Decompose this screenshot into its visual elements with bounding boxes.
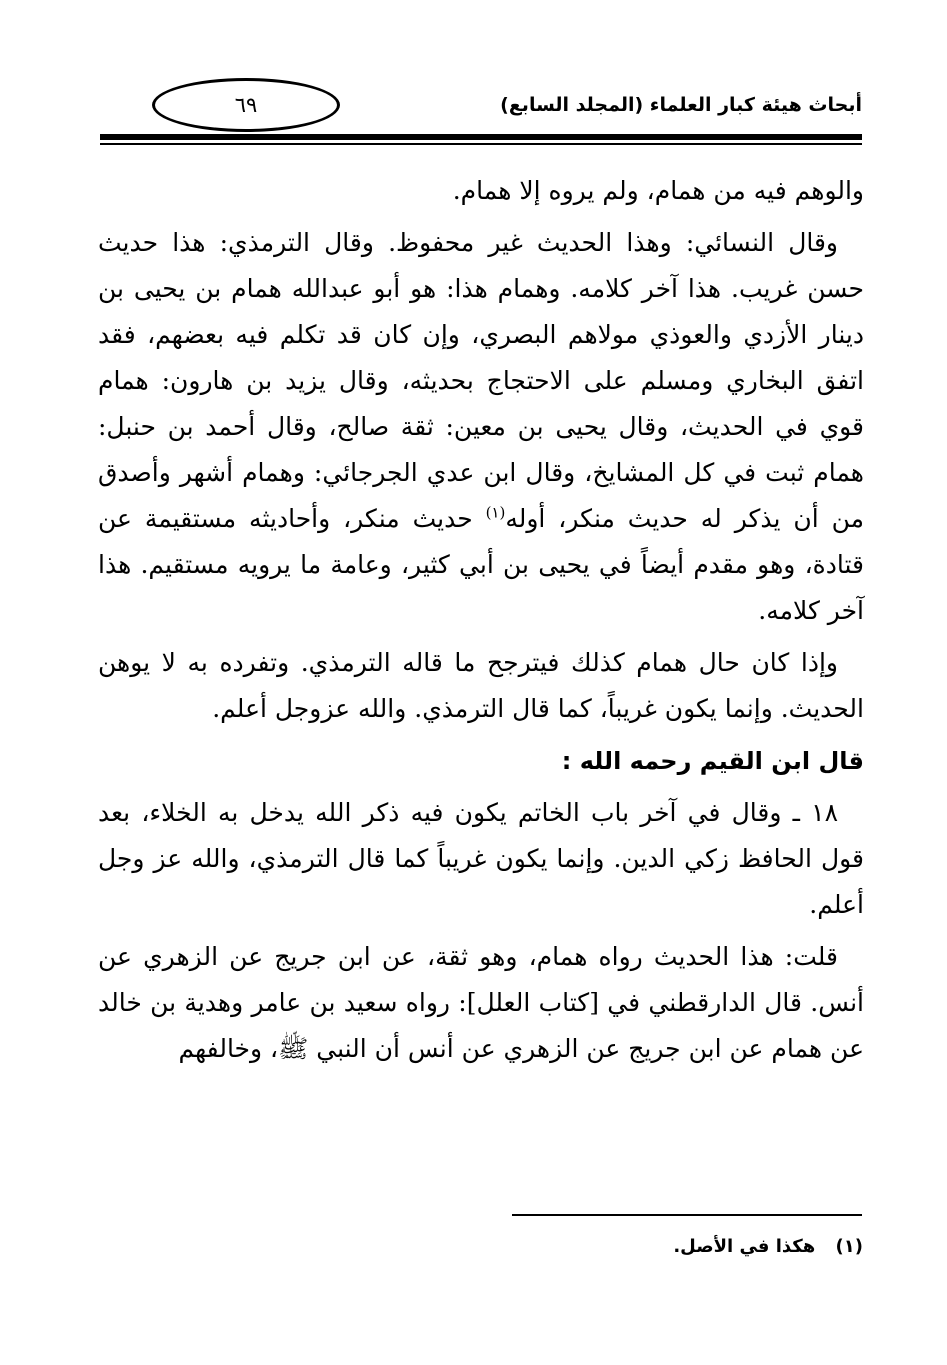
header-rule-thick: [100, 134, 862, 140]
page-number: ٦٩: [234, 93, 258, 117]
main-text: [98, 168, 864, 1078]
paragraph-2-rest: حديث منكر، وأحاديثه مستقيمة عن قتادة، وهو مقدم أيضاً في يحيى بن أبي كثير، وعامة ما يرويه مستقيم. هذا آخر كلامه.: [98, 504, 864, 625]
paragraph-3: وإذا كان حال همام كذلك فيترجح ما قاله الترمذي. وتفرده به لا يوهن الحديث. وإنما يكون غريباً، كما قال الترمذي. والله عزوجل أعلم.: [98, 648, 864, 723]
paragraph-1: والوهم فيه من همام، ولم يروه إلا همام.: [452, 176, 864, 205]
paragraph-2-text: وقال النسائي: وهذا الحديث غير محفوظ. وقال الترمذي: هذا حديث حسن غريب. هذا آخر كلامه. وهمام هذا: هو أبو عبدالله همام بن يحيى بن دينار الأزدي والعوذي مولاهم البصري، وإن كان قد تكلم فيه بعضهم، فقد اتفق البخاري ومسلم على الاحتجاج بحديثه، وقال يزيد بن هارون: همام قوي في الحديث، وقال يحيى بن معين: ثقة صالح، وقال أحمد بن حنبل: همام ثبت في كل المشايخ، وقال ابن عدي الجرجائي: وهمام أشهر وأصدق من أن يذكر له حديث منكر، أوله: [98, 228, 865, 533]
header-rule-thin: [100, 143, 862, 145]
footnote-text: هكذا في الأصل.: [673, 1236, 816, 1257]
paragraph-4: ١٨ ـ وقال في آخر باب الخاتم يكون فيه ذكر الله يدخل به الخلاء، بعد قول الحافظ زكي الدين. وإنما يكون غريباً كما قال الترمذي، والله عز وجل أعلم.: [98, 798, 864, 919]
paragraph-5: قلت: هذا الحديث رواه همام، وهو ثقة، عن ابن جريج عن الزهري عن أنس. قال الدارقطني في [كتاب العلل]: رواه سعيد بن عامر وهدية بن خالد عن همام عن ابن جريج عن الزهري عن أنس أن النبي ﷺ، وخالفهم: [98, 942, 864, 1063]
page-number-badge: [152, 78, 340, 132]
paragraph-2: [98, 220, 864, 634]
footnote-separator: [512, 1214, 862, 1216]
page-header: [100, 78, 862, 138]
footnote-reference: (١): [485, 503, 506, 522]
footnote: [673, 1236, 863, 1257]
footnote-number: (١): [835, 1236, 863, 1257]
running-title: أبحاث هيئة كبار العلماء (المجلد السابع): [500, 94, 862, 116]
section-heading: قال ابن القيم رحمه الله :: [561, 747, 864, 775]
